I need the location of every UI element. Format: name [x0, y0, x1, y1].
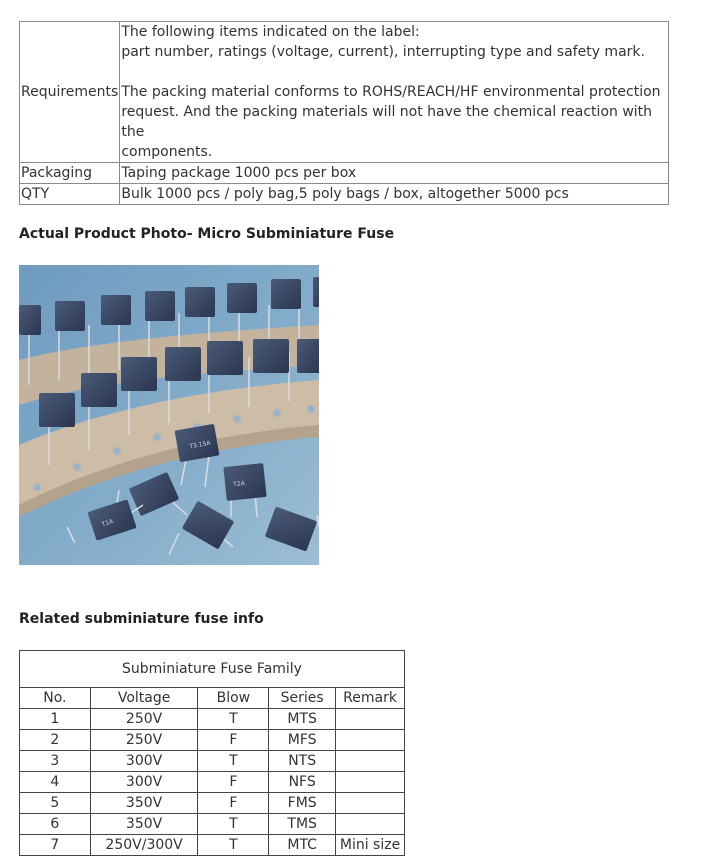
- photo-heading: Actual Product Photo- Micro Subminiature Fuse: [19, 226, 395, 242]
- table-cell: T: [198, 709, 269, 730]
- table-row: [20, 163, 669, 184]
- column-header: No.: [20, 688, 91, 709]
- table-row: [20, 730, 405, 751]
- fuse-label: T2A: [232, 480, 246, 489]
- qty-value: Bulk 1000 pcs / poly bag,5 poly bags / box, altogether 5000 pcs: [120, 184, 669, 205]
- table-cell: [336, 793, 405, 814]
- table-cell: 4: [20, 772, 91, 793]
- packaging-value: Taping package 1000 pcs per box: [120, 163, 669, 184]
- fuse-family-table: [19, 650, 405, 856]
- table-cell: T: [198, 814, 269, 835]
- table-cell: [336, 709, 405, 730]
- requirements-line: part number, ratings (voltage, current), interrupting type and safety mark.: [121, 44, 645, 60]
- table-row: [20, 772, 405, 793]
- table-cell: MTS: [269, 709, 336, 730]
- table-cell: [336, 751, 405, 772]
- table-cell: [336, 730, 405, 751]
- requirements-line: components.: [121, 144, 213, 160]
- requirements-line: request. And the packing materials will not have the chemical reaction with the: [121, 104, 653, 140]
- table-cell: F: [198, 730, 269, 751]
- table-row: [20, 835, 405, 856]
- table-cell: 350V: [90, 814, 198, 835]
- table-cell: Mini size: [336, 835, 405, 856]
- table-row: [20, 814, 405, 835]
- table-cell: 1: [20, 709, 91, 730]
- column-header: Blow: [198, 688, 269, 709]
- requirements-line: The packing material conforms to ROHS/REACH/HF environmental protection: [121, 84, 661, 100]
- table-cell: 250V: [90, 730, 198, 751]
- requirements-label: Requirements: [20, 22, 120, 163]
- table-cell: 5: [20, 793, 91, 814]
- requirements-table: [19, 21, 669, 205]
- requirements-line: [121, 62, 667, 82]
- fuse-label: T3.15A: [188, 439, 211, 451]
- table-row: [20, 709, 405, 730]
- qty-label: QTY: [20, 184, 120, 205]
- table-cell: 250V/300V: [90, 835, 198, 856]
- table-cell: [336, 772, 405, 793]
- table-caption-row: [20, 651, 405, 688]
- table-cell: [336, 814, 405, 835]
- table-cell: MFS: [269, 730, 336, 751]
- table-cell: T: [198, 835, 269, 856]
- table-row: [20, 751, 405, 772]
- column-header: Remark: [336, 688, 405, 709]
- table-cell: 7: [20, 835, 91, 856]
- table-cell: 3: [20, 751, 91, 772]
- packaging-label: Packaging: [20, 163, 120, 184]
- table-cell: MTC: [269, 835, 336, 856]
- requirements-value: [120, 22, 669, 163]
- table-cell: 300V: [90, 772, 198, 793]
- column-header: Voltage: [90, 688, 198, 709]
- table-row: [20, 22, 669, 163]
- table-row: [20, 184, 669, 205]
- table-cell: 6: [20, 814, 91, 835]
- table-cell: T: [198, 751, 269, 772]
- requirements-line: The following items indicated on the label:: [121, 24, 420, 40]
- column-header: Series: [269, 688, 336, 709]
- related-heading: Related subminiature fuse info: [19, 611, 264, 627]
- table-cell: NFS: [269, 772, 336, 793]
- table-cell: F: [198, 793, 269, 814]
- table-cell: NTS: [269, 751, 336, 772]
- table-cell: FMS: [269, 793, 336, 814]
- table-cell: 350V: [90, 793, 198, 814]
- table-row: [20, 793, 405, 814]
- table-cell: 300V: [90, 751, 198, 772]
- fuse-label: T1A: [100, 517, 115, 529]
- table-header-row: [20, 688, 405, 709]
- product-photo: [19, 265, 319, 565]
- table-cell: F: [198, 772, 269, 793]
- table-caption: Subminiature Fuse Family: [20, 651, 405, 688]
- table-cell: 2: [20, 730, 91, 751]
- table-cell: TMS: [269, 814, 336, 835]
- table-cell: 250V: [90, 709, 198, 730]
